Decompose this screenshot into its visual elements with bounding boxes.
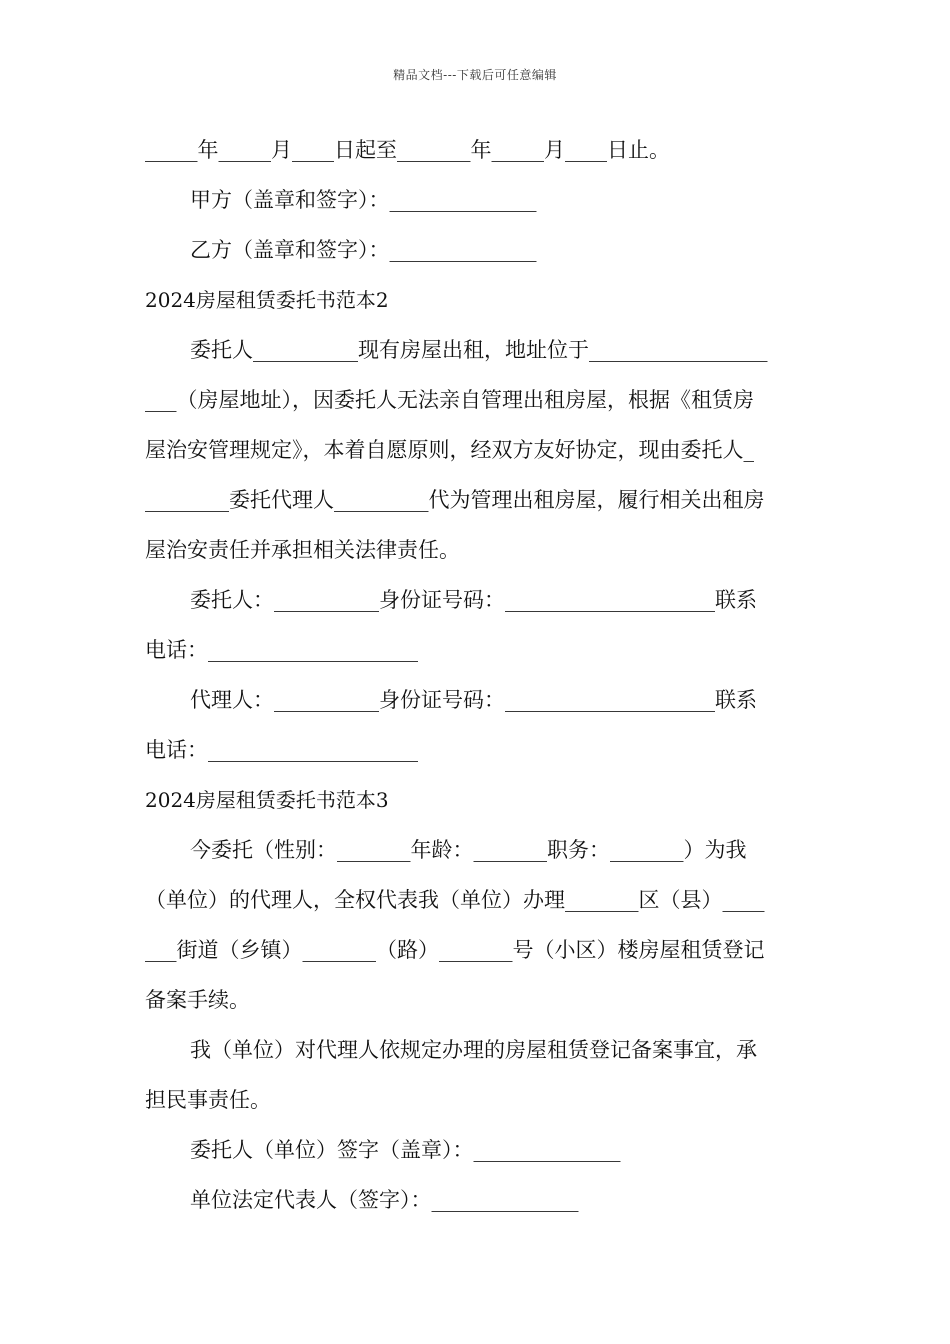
- section-title-3: 2024房屋租赁委托书范本3: [145, 788, 389, 812]
- legal-representative-signature-line: 单位法定代表人（签字）：______________: [190, 1188, 579, 1212]
- party-b-signature-line: 乙方（盖章和签字）：______________: [190, 238, 537, 262]
- paragraph-line: 我（单位）对代理人依规定办理的房屋租赁登记备案事宜，承: [190, 1038, 757, 1062]
- section-title-2: 2024房屋租赁委托书范本2: [145, 288, 389, 312]
- principal-phone-line: 电话：____________________: [145, 638, 418, 662]
- paragraph-line: 备案手续。: [145, 988, 250, 1012]
- lease-period-line: _____年_____月____日起至_______年_____月____日止。: [145, 138, 670, 162]
- paragraph-line: 委托人__________现有房屋出租，地址位于_________________: [190, 338, 768, 362]
- principal-unit-signature-line: 委托人（单位）签字（盖章）：______________: [190, 1138, 621, 1162]
- paragraph-line: 今委托（性别：_______年龄：_______职务：_______）为我: [190, 838, 747, 862]
- page-header: 精品文档---下载后可任意编辑: [393, 68, 557, 82]
- principal-info-line: 委托人：__________身份证号码：____________________联系: [190, 588, 757, 612]
- paragraph-line: ___街道（乡镇）_______（路）_______号（小区）楼房屋租赁登记: [145, 938, 765, 962]
- paragraph-line: 屋治安管理规定》，本着自愿原则，经双方友好协定，现由委托人_: [145, 438, 754, 462]
- agent-phone-line: 电话：____________________: [145, 738, 418, 762]
- party-a-signature-line: 甲方（盖章和签字）：______________: [190, 188, 537, 212]
- paragraph-line: （单位）的代理人，全权代表我（单位）办理_______区（县）____: [145, 888, 765, 912]
- paragraph-line: 担民事责任。: [145, 1088, 271, 1112]
- paragraph-line: ________委托代理人_________代为管理出租房屋，履行相关出租房: [145, 488, 765, 512]
- paragraph-line: ___（房屋地址），因委托人无法亲自管理出租房屋，根据《租赁房: [145, 388, 754, 412]
- paragraph-line: 屋治安责任并承担相关法律责任。: [145, 538, 460, 562]
- agent-info-line: 代理人：__________身份证号码：____________________联系: [190, 688, 757, 712]
